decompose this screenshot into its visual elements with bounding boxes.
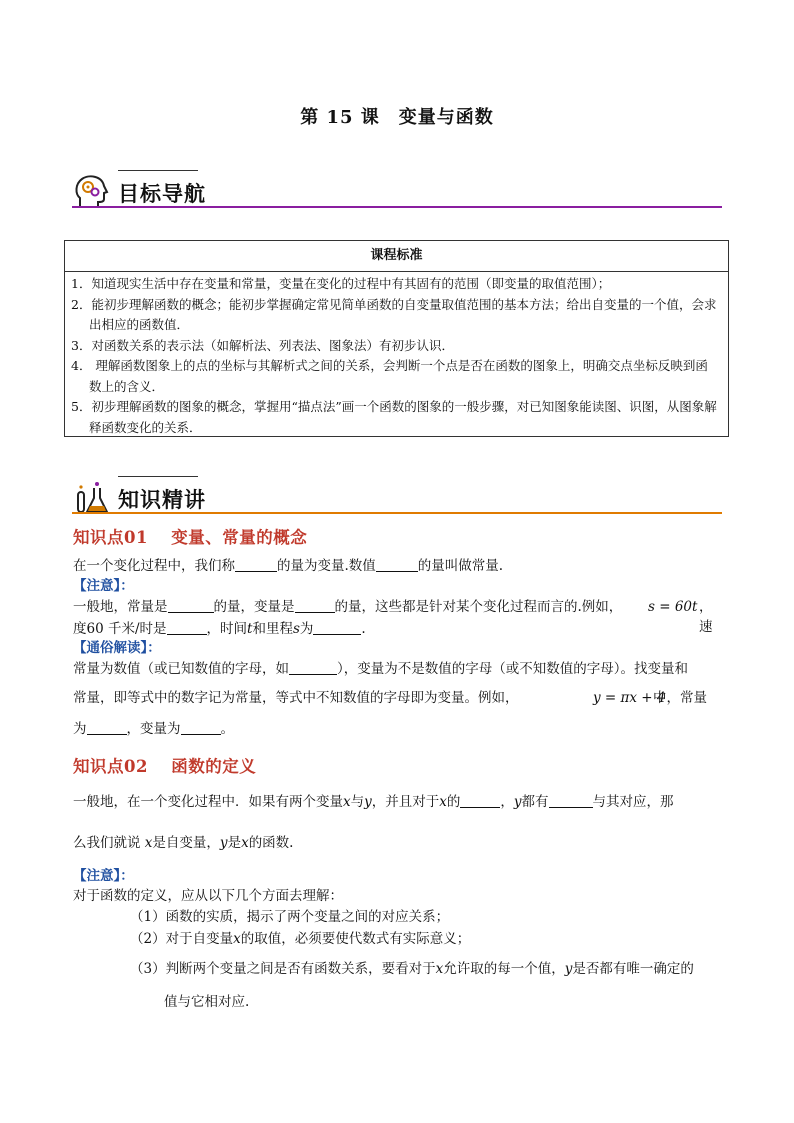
kp1-definition: [73, 556, 723, 576]
text: 与其对应，那: [592, 794, 674, 810]
kp2-point-3-cont: 值与它相对应.: [164, 994, 250, 1010]
kp1-note-label: [73, 576, 723, 596]
text: （2）对于自变量: [130, 931, 234, 947]
text: ，: [500, 794, 514, 810]
text: 的函数.: [248, 835, 294, 851]
standard-item-4: 4． 理解函数图象上的点的坐标与其解析式之间的关系，会判断一个点是否在函数的图象上，明确交点坐标反映到函数上的含义．: [71, 358, 708, 394]
fill-blank[interactable]: [167, 620, 207, 635]
text: 为: [73, 721, 87, 737]
text: 的量为变量.数值: [277, 558, 376, 574]
text: 度60 千米/时是: [73, 621, 167, 637]
fill-blank[interactable]: [460, 793, 500, 808]
kp1-plain-label: [73, 638, 723, 658]
standard-item-1: 1．知道现实生活中存在变量和常量，变量在变化的过程中有其固有的范围（即变量的取值范围）；: [71, 276, 611, 291]
kp2-point-2: [130, 929, 470, 949]
standards-header: 课程标准: [65, 241, 728, 272]
kp1-note-line-2: [73, 619, 723, 639]
fill-blank[interactable]: [289, 660, 337, 675]
text: 的: [446, 794, 461, 810]
text: 的量叫做常量.: [417, 558, 504, 574]
text: 是自变量，: [152, 835, 220, 851]
text: 一般地，在一个变化过程中．如果有两个变量: [73, 794, 343, 810]
note-colon: ：: [120, 868, 134, 884]
fill-blank[interactable]: [87, 720, 127, 735]
text: 是: [227, 835, 242, 851]
text: 都有: [521, 794, 549, 810]
text: （3）判断两个变量之间是否有函数关系，要看对于: [130, 961, 436, 977]
standard-item-2: 2．能初步理解函数的概念；能初步掌握确定常见简单函数的自变量取值范围的基本方法；给出自变量的一个值，会求出相应的函数值．: [71, 296, 717, 332]
text: 的量，变量是: [213, 599, 295, 615]
kp1-plain-line-3: [73, 719, 723, 739]
variable-x: x: [435, 961, 444, 977]
formula-s-60t: s = 60t: [648, 599, 698, 615]
text: 允许取的每一个值，: [443, 961, 565, 977]
fill-blank[interactable]: [181, 720, 221, 735]
text: 的量，这些都是针对某个变化过程而言的.例如，: [334, 599, 623, 615]
text: ，并且对于: [371, 794, 440, 810]
fill-blank[interactable]: [295, 598, 335, 613]
kp2-note-intro: 对于函数的定义，应从以下几个方面去理解：: [73, 888, 343, 904]
section-underline: [72, 206, 722, 208]
note-tag: 【通俗解读】: [73, 640, 148, 656]
standard-item-3: 3．对函数关系的表示法（如解析法、列表法、图象法）有初步认识．: [71, 337, 454, 353]
fill-blank[interactable]: [313, 620, 361, 635]
variable-x: x: [343, 794, 351, 810]
header-top-rule: [118, 476, 198, 477]
note-colon: ：: [147, 640, 161, 656]
section-label: 知识精讲: [118, 488, 206, 512]
section-header-knowledge: [72, 474, 722, 520]
section-label: 目标导航: [118, 182, 206, 206]
knowledge-point-02-title: 知识点02 函数的定义: [73, 757, 257, 776]
text: ，变量为: [126, 721, 181, 737]
kp2-point-3: [130, 959, 725, 979]
variable-y: y: [364, 794, 372, 810]
text: 常量，即等式中的数字记为常量，等式中不知数值的字母即为变量。例如，: [73, 690, 519, 706]
kp1-plain-line-2: [73, 688, 723, 708]
text: 是否都有唯一确定的: [572, 961, 694, 977]
kp2-definition-line-2: [73, 833, 723, 853]
variable-y: y: [513, 794, 522, 810]
header-top-rule: [118, 170, 198, 171]
text: 中，常量: [653, 690, 707, 706]
text: 为: [299, 621, 314, 637]
variable-x: x: [233, 931, 241, 947]
section-header-goals: [72, 168, 722, 214]
text: 一般地，常量是: [73, 599, 168, 615]
text: 的取值，必须要使代数式有实际意义；: [240, 931, 471, 947]
text: ，时间: [206, 621, 248, 637]
text: ，速: [699, 599, 713, 635]
section-underline: [72, 512, 722, 514]
fill-blank[interactable]: [235, 557, 277, 572]
kp1-plain-line-1: [73, 659, 723, 679]
text: 。: [220, 721, 234, 737]
variable-y: y: [219, 835, 228, 851]
variable-x: x: [439, 794, 447, 810]
variable-x: x: [241, 835, 249, 851]
note-tag: 【注意】: [73, 578, 121, 594]
text: .: [361, 621, 366, 637]
knowledge-point-01-title: 知识点01 变量、常量的概念: [73, 528, 308, 547]
standards-list: [65, 272, 728, 438]
formula-y-pix-4: y = πx + 4: [593, 690, 666, 706]
fill-blank[interactable]: [168, 598, 214, 613]
fill-blank[interactable]: [376, 557, 418, 572]
kp2-point-1: （1）函数的实质，揭示了两个变量之间的对应关系；: [130, 909, 450, 925]
course-standards-box: [64, 240, 729, 437]
kp2-note-label: [73, 866, 723, 886]
variable-y: y: [564, 961, 573, 977]
text: ），变量为不是数值的字母（或不知数值的字母）。找变量和: [337, 661, 688, 677]
text: 与: [350, 794, 365, 810]
text: 么我们就说: [73, 835, 145, 851]
standard-item-5: 5．初步理解函数的图象的概念，掌握用“描点法”画一个函数的图象的一般步骤，对已知图象能读图、识图，从图象解释函数变化的关系．: [71, 399, 717, 435]
fill-blank[interactable]: [549, 793, 593, 808]
text: 常量为数值（或已知数值的字母，如: [73, 661, 289, 677]
page-title: 第 15 课 变量与函数: [300, 107, 494, 128]
note-colon: ：: [120, 578, 134, 594]
variable-s: s: [292, 621, 300, 637]
text: 和里程: [252, 621, 293, 637]
kp2-definition-line-1: [73, 792, 723, 812]
variable-x: x: [144, 835, 153, 851]
variable-t: t: [247, 621, 253, 637]
text: 在一个变化过程中，我们称: [73, 558, 235, 574]
note-tag: 【注意】: [73, 868, 121, 884]
